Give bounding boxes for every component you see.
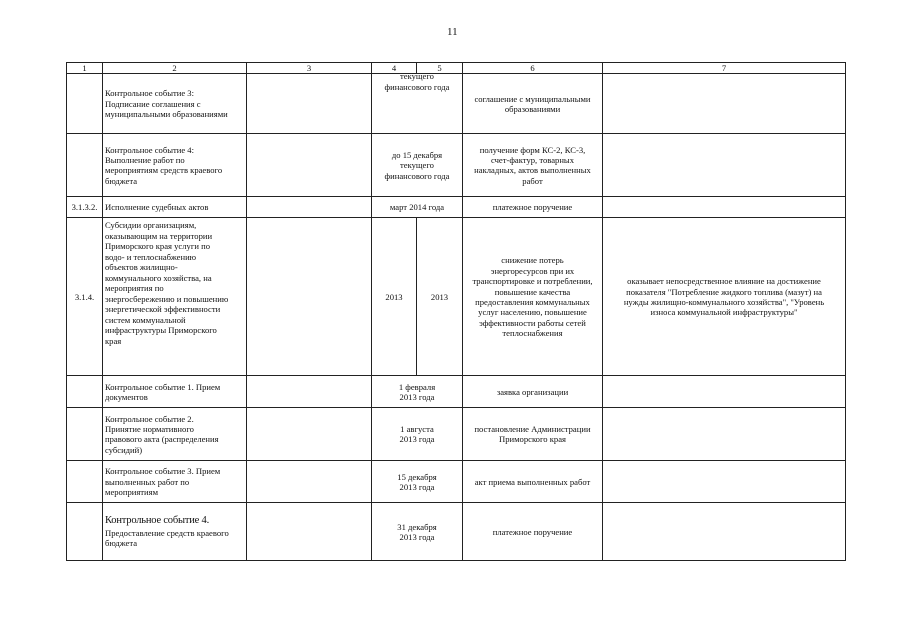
text-line: энергоресурсов при их — [490, 265, 575, 276]
text-line: до 15 декабря — [391, 149, 443, 160]
impact-cell — [603, 74, 846, 134]
text-line: 31 декабря — [397, 521, 437, 532]
result-cell — [463, 461, 603, 503]
text-line: муниципальными образованиями — [105, 109, 228, 120]
deadline-cell — [372, 408, 463, 461]
text-line: Приморского края услуги по — [105, 241, 210, 252]
text-line: края — [105, 335, 122, 346]
column-number: 1 — [67, 63, 103, 74]
executor-cell — [247, 218, 372, 376]
text-line: Подписание соглашения с — [105, 98, 201, 109]
impact-cell — [603, 376, 846, 408]
result-cell — [463, 197, 603, 218]
column-number: 2 — [103, 63, 247, 74]
item-number — [67, 408, 103, 461]
text-line: Приморского края — [499, 434, 566, 445]
event-name — [103, 503, 247, 561]
text-line: постановление Администрации — [474, 424, 591, 434]
text-line: мероприятиям средств краевого — [105, 165, 223, 176]
impact-cell — [603, 461, 846, 503]
text-line: выполненных работ по — [105, 476, 190, 487]
text-line: Субсидии организациям, — [105, 220, 197, 231]
table-row — [67, 74, 846, 134]
column-number: 5 — [417, 63, 463, 74]
text-line: оказывает непосредственное влияние на достижение — [627, 276, 821, 287]
impact-cell — [603, 408, 846, 461]
event-name — [103, 74, 247, 134]
item-number — [67, 74, 103, 134]
column-number: 3 — [247, 63, 372, 74]
text-line: текущего — [400, 73, 434, 82]
executor-cell — [247, 134, 372, 197]
text-line: правового акта (распределения — [105, 434, 219, 445]
deadline-cell — [372, 197, 463, 218]
table-row — [67, 408, 846, 461]
table-row — [67, 218, 846, 376]
text-line: субсидий) — [105, 444, 143, 455]
executor-cell — [247, 197, 372, 218]
text-line: 2013 года — [399, 391, 435, 402]
column-number: 6 — [463, 63, 603, 74]
text-line: теплоснабжения — [502, 328, 563, 339]
event-name — [103, 408, 247, 461]
text-line: платежное поручение — [492, 526, 573, 537]
result-cell — [463, 408, 603, 461]
event-name — [103, 461, 247, 503]
text-line: коммунального хозяйства, на — [105, 272, 212, 283]
deadline-cell — [372, 376, 463, 408]
text-line: повышение качества — [494, 286, 571, 297]
text-line: бюджета — [105, 538, 138, 549]
impact-cell — [603, 503, 846, 561]
text-line: Контрольное событие 4: — [105, 144, 194, 155]
text-line: образованиями — [504, 103, 561, 114]
text-line: 1 февраля — [398, 381, 436, 392]
text-line: Исполнение судебных актов — [105, 202, 209, 213]
impact-cell — [603, 197, 846, 218]
item-number — [67, 134, 103, 197]
text-line: транспортировке и потреблении, — [472, 276, 593, 287]
result-cell — [463, 134, 603, 197]
result-cell — [463, 74, 603, 134]
text-line: Контрольное событие 3: — [105, 88, 194, 99]
event-name — [103, 376, 247, 408]
start-year: 2013 — [372, 218, 417, 376]
text-line: мероприятиям — [105, 487, 159, 498]
text-line: 2013 года — [399, 434, 435, 445]
text-line: 15 декабря — [397, 471, 437, 482]
result-cell — [463, 376, 603, 408]
text-line: накладных, актов выполненных — [474, 165, 591, 176]
text-line: текущего — [400, 160, 434, 171]
text-line: соглашение с муниципальными — [474, 93, 591, 104]
deadline-cell — [372, 74, 463, 134]
item-number — [67, 461, 103, 503]
text-line: эффективности работы сетей — [479, 317, 586, 328]
text-line: платежное поручение — [492, 202, 573, 213]
table-row — [67, 503, 846, 561]
table-row — [67, 461, 846, 503]
text-line: бюджета — [105, 175, 138, 186]
impact-cell — [603, 134, 846, 197]
item-number — [67, 503, 103, 561]
item-number: 3.1.4. — [67, 218, 103, 376]
event-name — [103, 218, 247, 376]
deadline-cell — [372, 134, 463, 197]
column-number-row — [67, 63, 846, 74]
executor-cell — [247, 376, 372, 408]
text-line: энергосбережению и повышению — [105, 293, 229, 304]
text-line: снижение потерь — [501, 255, 564, 266]
table-row — [67, 197, 846, 218]
end-year: 2013 — [417, 218, 463, 376]
text-line: оказывающим на территории — [105, 230, 213, 241]
text-line: объектов жилищно- — [105, 262, 178, 273]
table-row — [67, 134, 846, 197]
text-line: Контрольное событие 3. Прием — [105, 466, 221, 477]
executor-cell — [247, 461, 372, 503]
item-number: 3.1.3.2. — [67, 197, 103, 218]
text-line: Контрольное событие 1. Прием — [105, 381, 221, 392]
column-number: 7 — [603, 63, 846, 74]
text-line: 2013 года — [399, 481, 435, 492]
executor-cell — [247, 408, 372, 461]
text-line: финансового года — [384, 81, 450, 92]
event-name — [103, 134, 247, 197]
text-line: Выполнение работ по — [105, 155, 185, 165]
deadline-cell — [372, 461, 463, 503]
event-name — [103, 197, 247, 218]
result-cell — [463, 503, 603, 561]
text-line: показателя "Потребление жидкого топлива (мазут) на — [626, 286, 822, 297]
text-line: систем коммунальной — [105, 314, 186, 325]
text-line: Контрольное событие 4. — [105, 515, 210, 527]
text-line: услуг населению, повышение — [478, 307, 587, 318]
text-line: износа коммунальной инфраструктуры" — [650, 307, 798, 318]
text-line: счет-фактур, товарных — [490, 155, 575, 165]
text-line: Принятие нормативного — [105, 424, 194, 434]
text-line: предоставления коммунальных — [475, 296, 590, 307]
page-number: 11 — [447, 26, 458, 38]
text-line: акт приема выполненных работ — [474, 476, 591, 487]
text-line: финансового года — [384, 170, 450, 181]
column-number: 4 — [372, 63, 417, 74]
text-line: 2013 года — [399, 531, 435, 542]
text-line: документов — [105, 391, 148, 402]
executor-cell — [247, 503, 372, 561]
text-line: инфраструктуры Приморского — [105, 325, 217, 336]
text-line: Предоставление средств краевого — [105, 527, 229, 538]
text-line: Контрольное событие 2. — [105, 413, 194, 424]
item-number — [67, 376, 103, 408]
table-row — [67, 376, 846, 408]
text-line: работ — [522, 175, 543, 186]
text-line: нужды жилищно-коммунального хозяйства", "Уровень — [623, 296, 825, 307]
plan-table — [66, 62, 846, 561]
text-line: водо- и теплоснабжению — [105, 251, 197, 262]
impact-cell — [603, 218, 846, 376]
deadline-cell — [372, 503, 463, 561]
text-line: заявка организации — [496, 386, 569, 397]
text-line: энергетической эффективности — [105, 304, 221, 315]
text-line: получение форм КС-2, КС-3, — [479, 144, 586, 155]
text-line: март 2014 года — [389, 202, 445, 213]
text-line: мероприятия по — [105, 283, 164, 294]
executor-cell — [247, 74, 372, 134]
result-cell — [463, 218, 603, 376]
text-line: 1 августа — [400, 424, 434, 434]
